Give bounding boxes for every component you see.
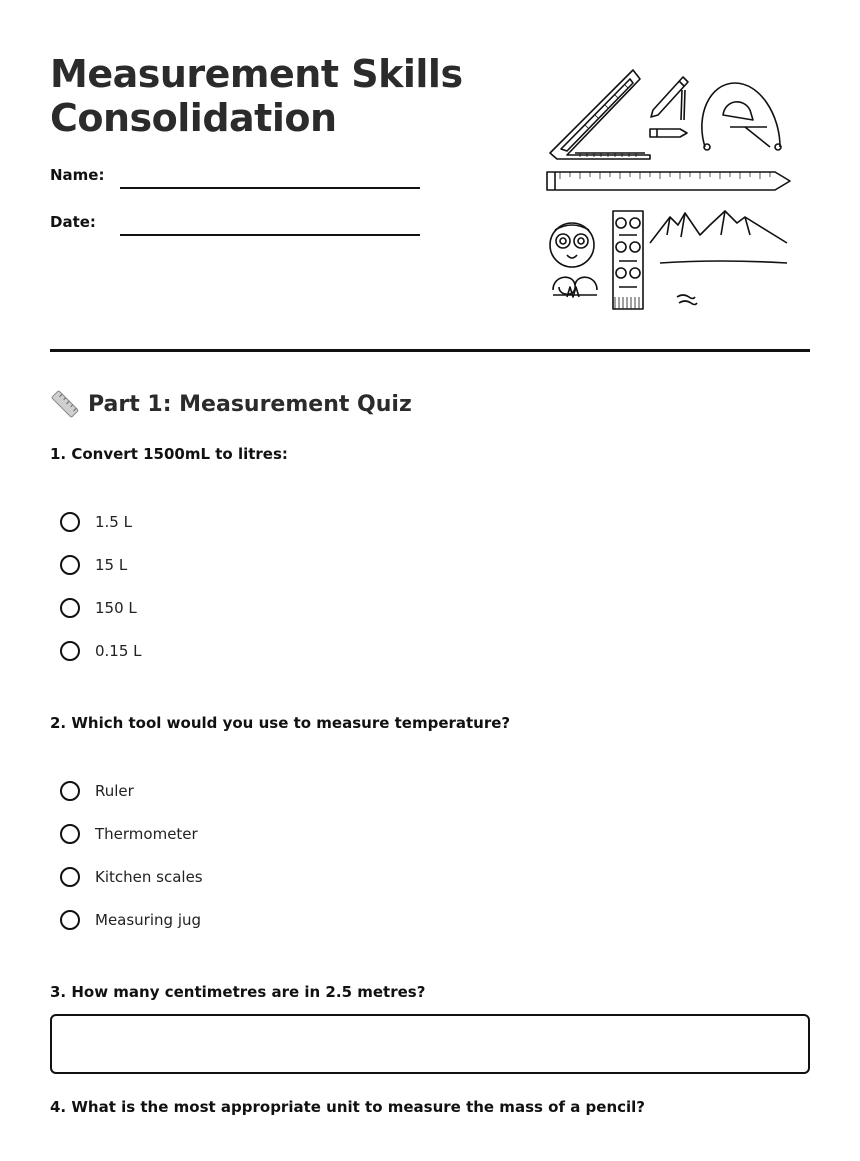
q1-option-2[interactable]: [60, 552, 127, 578]
option-label: 1.5 L: [95, 513, 132, 531]
question-1: 1. Convert 1500mL to litres:: [50, 445, 288, 463]
radio-button[interactable]: [60, 555, 80, 575]
q2-option-2[interactable]: [60, 821, 198, 847]
option-label: Ruler: [95, 782, 134, 800]
option-label: 150 L: [95, 599, 137, 617]
option-label: Kitchen scales: [95, 868, 203, 886]
koru-icon: [553, 277, 597, 297]
q2-option-1[interactable]: [60, 778, 134, 804]
date-label: Date:: [50, 213, 96, 231]
date-field[interactable]: [120, 234, 420, 236]
question-2: 2. Which tool would you use to measure temperature?: [50, 714, 511, 732]
radio-button[interactable]: [60, 824, 80, 844]
option-label: Measuring jug: [95, 911, 202, 929]
header-divider: [50, 349, 810, 352]
option-label: 15 L: [95, 556, 128, 574]
name-label: Name:: [50, 166, 105, 184]
radio-button[interactable]: [60, 641, 80, 661]
q1-option-4[interactable]: [60, 638, 142, 664]
ruler-icon: [50, 389, 80, 419]
q2-option-3[interactable]: [60, 864, 203, 890]
title-line-1: Measurement Skills: [50, 52, 463, 96]
option-label: Thermometer: [95, 825, 198, 843]
mountains-icon: [650, 211, 787, 305]
radio-button[interactable]: [60, 512, 80, 532]
part1-heading: [50, 388, 412, 420]
header-illustration: [545, 65, 795, 315]
option-label: 0.15 L: [95, 642, 142, 660]
long-ruler-icon: [547, 172, 790, 190]
q2-option-4[interactable]: [60, 907, 201, 933]
pencil-icon: [650, 77, 688, 137]
radio-button[interactable]: [60, 867, 80, 887]
question-3: 3. How many centimetres are in 2.5 metres?: [50, 983, 426, 1001]
title-line-2: Consolidation: [50, 96, 337, 140]
page-title: [50, 52, 463, 140]
radio-button[interactable]: [60, 781, 80, 801]
carving-face-icon: [550, 223, 594, 267]
radio-button[interactable]: [60, 598, 80, 618]
set-square-icon: [550, 70, 650, 159]
q1-option-1[interactable]: [60, 509, 132, 535]
protractor-icon: [702, 83, 781, 150]
q1-option-3[interactable]: [60, 595, 137, 621]
part1-heading-text: Part 1: Measurement Quiz: [88, 391, 412, 417]
question-4: 4. What is the most appropriate unit to measure the mass of a pencil?: [50, 1098, 646, 1116]
pou-carving-icon: [613, 211, 643, 309]
name-field[interactable]: [120, 187, 420, 189]
q3-answer-input[interactable]: [50, 1014, 810, 1074]
radio-button[interactable]: [60, 910, 80, 930]
